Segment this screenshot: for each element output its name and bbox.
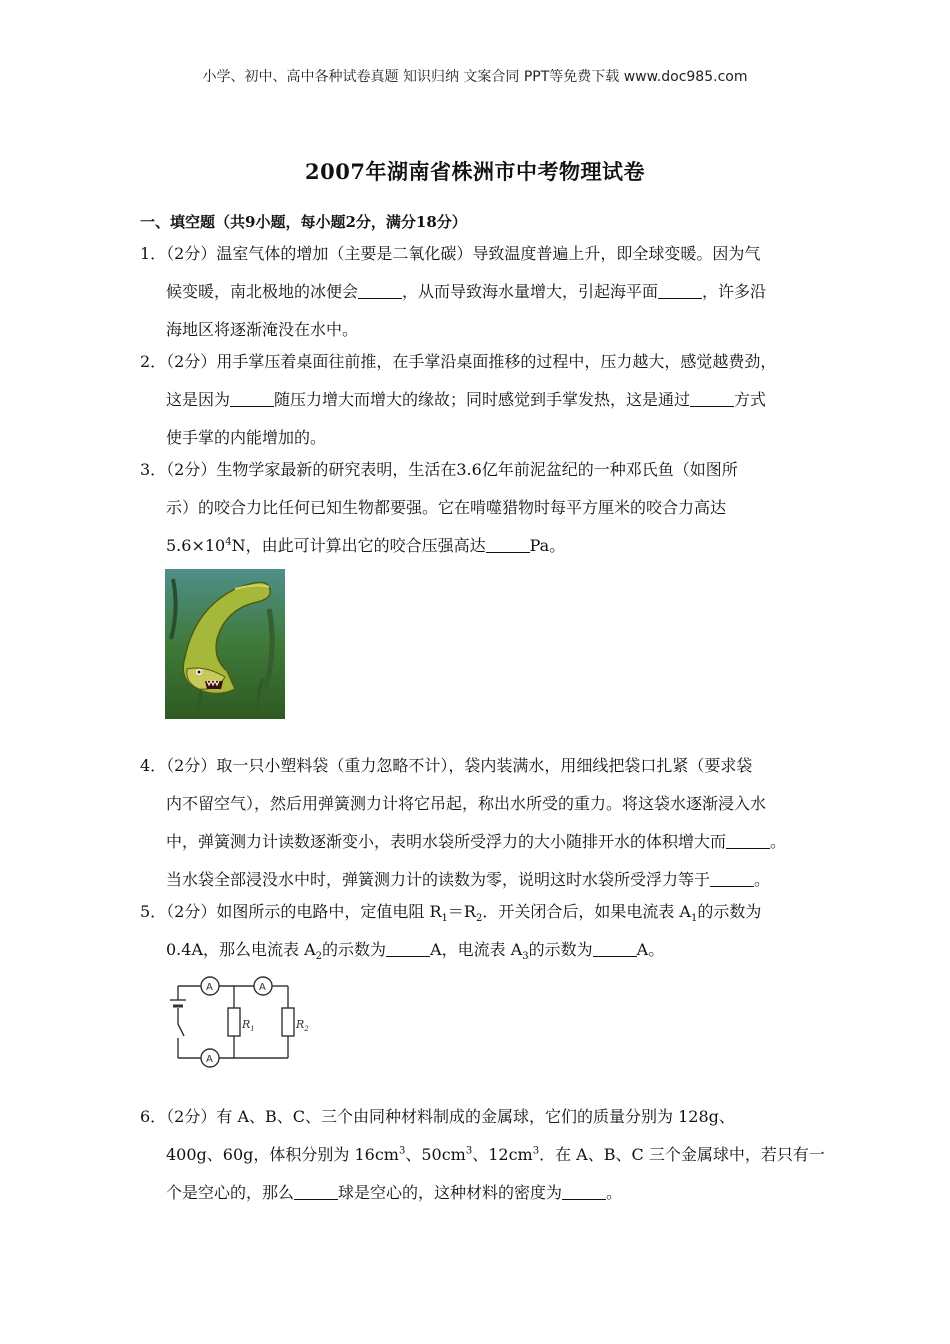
answer-blank[interactable] bbox=[294, 1181, 338, 1200]
answer-blank[interactable] bbox=[658, 280, 702, 299]
question-2-line-3: 使手掌的内能增加的。 bbox=[166, 428, 327, 447]
answer-blank[interactable] bbox=[726, 830, 770, 849]
question-4-line-3: 中，弹簧测力计读数逐渐变小，表明水袋所受浮力的大小随排开水的体积增大而 。 bbox=[166, 832, 787, 851]
answer-blank[interactable] bbox=[710, 868, 754, 887]
question-1 bbox=[140, 235, 820, 349]
answer-blank[interactable] bbox=[358, 280, 402, 299]
switch-lever bbox=[178, 1024, 184, 1036]
dunkleosteus-fish-illustration bbox=[165, 569, 285, 719]
question-6-line-1: 6．（2分）有 A、B、C、三个由同种材料制成的金属球，它们的质量分别为 128g、 bbox=[140, 1107, 735, 1126]
question-1-line-3: 海地区将逐渐淹没在水中。 bbox=[166, 320, 359, 339]
question-3-line-3: $5.6\times 10^4N$，由此可计算出它的咬合压强高达 Pa。 bbox=[166, 536, 566, 555]
resistor-r1 bbox=[228, 1008, 240, 1036]
r1-label: $R_1$ bbox=[242, 1018, 255, 1033]
answer-blank[interactable] bbox=[593, 938, 637, 957]
circuit-diagram bbox=[162, 972, 322, 1072]
site-header-banner: 小学、初中、高中各种试卷真题 知识归纳 文案合同 PPT等免费下载 www.doc985.com bbox=[202, 69, 748, 85]
question-4-line-1: 4．（2分）取一只小塑料袋（重力忽略不计），袋内装满水，用细线把袋口扎紧（要求袋 bbox=[140, 756, 753, 775]
answer-blank[interactable] bbox=[486, 534, 530, 553]
question-3 bbox=[140, 451, 820, 565]
exam-title: 2007年湖南省株洲市中考物理试卷 bbox=[305, 159, 645, 184]
question-6-line-3: 个是空心的，那么 球是空心的，这种材料的密度为 。 bbox=[166, 1183, 623, 1202]
question-4-line-4: 当水袋全部浸没水中时，弹簧测力计的读数为零，说明这时水袋所受浮力等于 。 bbox=[166, 870, 771, 889]
question-5 bbox=[140, 893, 820, 969]
svg-text:A: A bbox=[206, 1054, 213, 1065]
svg-text:A: A bbox=[259, 982, 266, 993]
question-6-line-2: 400g、60g，体积分别为 $16cm^3$、$50cm^3$、$12cm^3$．在 A、B、C 三个金属球中，若只有一 bbox=[166, 1145, 825, 1164]
question-3-line-1: 3．（2分）生物学家最新的研究表明，生活在3.6亿年前泥盆纪的一种邓氏鱼（如图所 bbox=[140, 460, 738, 479]
ammeter-a2-icon bbox=[254, 977, 272, 995]
answer-blank[interactable] bbox=[386, 938, 430, 957]
question-2-line-2: 这是因为 随压力增大而增大的缘故；同时感觉到手掌发热，这是通过 方式 bbox=[166, 390, 767, 409]
question-6 bbox=[140, 1098, 825, 1212]
resistor-r2 bbox=[282, 1008, 294, 1036]
question-2 bbox=[140, 343, 820, 457]
question-2-line-1: 2．（2分）用手掌压着桌面往前推，在手掌沿桌面推移的过程中，压力越大，感觉越费劲， bbox=[140, 352, 777, 371]
question-1-line-2: 候变暖，南北极地的冰便会 ，从而导致海水量增大，引起海平面 ，许多沿 bbox=[166, 282, 767, 301]
ammeter-a3-icon bbox=[201, 1049, 219, 1067]
question-4-line-2: 内不留空气），然后用弹簧测力计将它吊起，称出水所受的重力。将这袋水逐渐浸入水 bbox=[166, 794, 767, 813]
question-5-line-1: 5．（2分）如图所示的电路中，定值电阻 $R_1=R_2$．开关闭合后，如果电流表 $A_1$的示数为 bbox=[140, 902, 762, 925]
ammeter-a1-icon bbox=[201, 977, 219, 995]
question-1-line-1: 1．（2分）温室气体的增加（主要是二氧化碳）导致温度普遍上升，即全球变暖。因为气 bbox=[140, 244, 761, 263]
answer-blank[interactable] bbox=[230, 388, 274, 407]
answer-blank[interactable] bbox=[562, 1181, 606, 1200]
section-heading-fill-blank: 一、填空题（共9小题，每小题2分，满分18分） bbox=[140, 213, 467, 231]
svg-text:A: A bbox=[206, 982, 213, 993]
answer-blank[interactable] bbox=[690, 388, 734, 407]
question-4 bbox=[140, 747, 820, 899]
question-5-line-2: 0.4A，那么电流表 $A_2$的示数为 A，电流表 $A_3$的示数为 A。 bbox=[166, 940, 665, 963]
r2-label: $R_2$ bbox=[296, 1018, 309, 1033]
question-3-line-2: 示）的咬合力比任何已知生物都要强。它在啃噬猎物时每平方厘米的咬合力高达 bbox=[166, 498, 727, 517]
